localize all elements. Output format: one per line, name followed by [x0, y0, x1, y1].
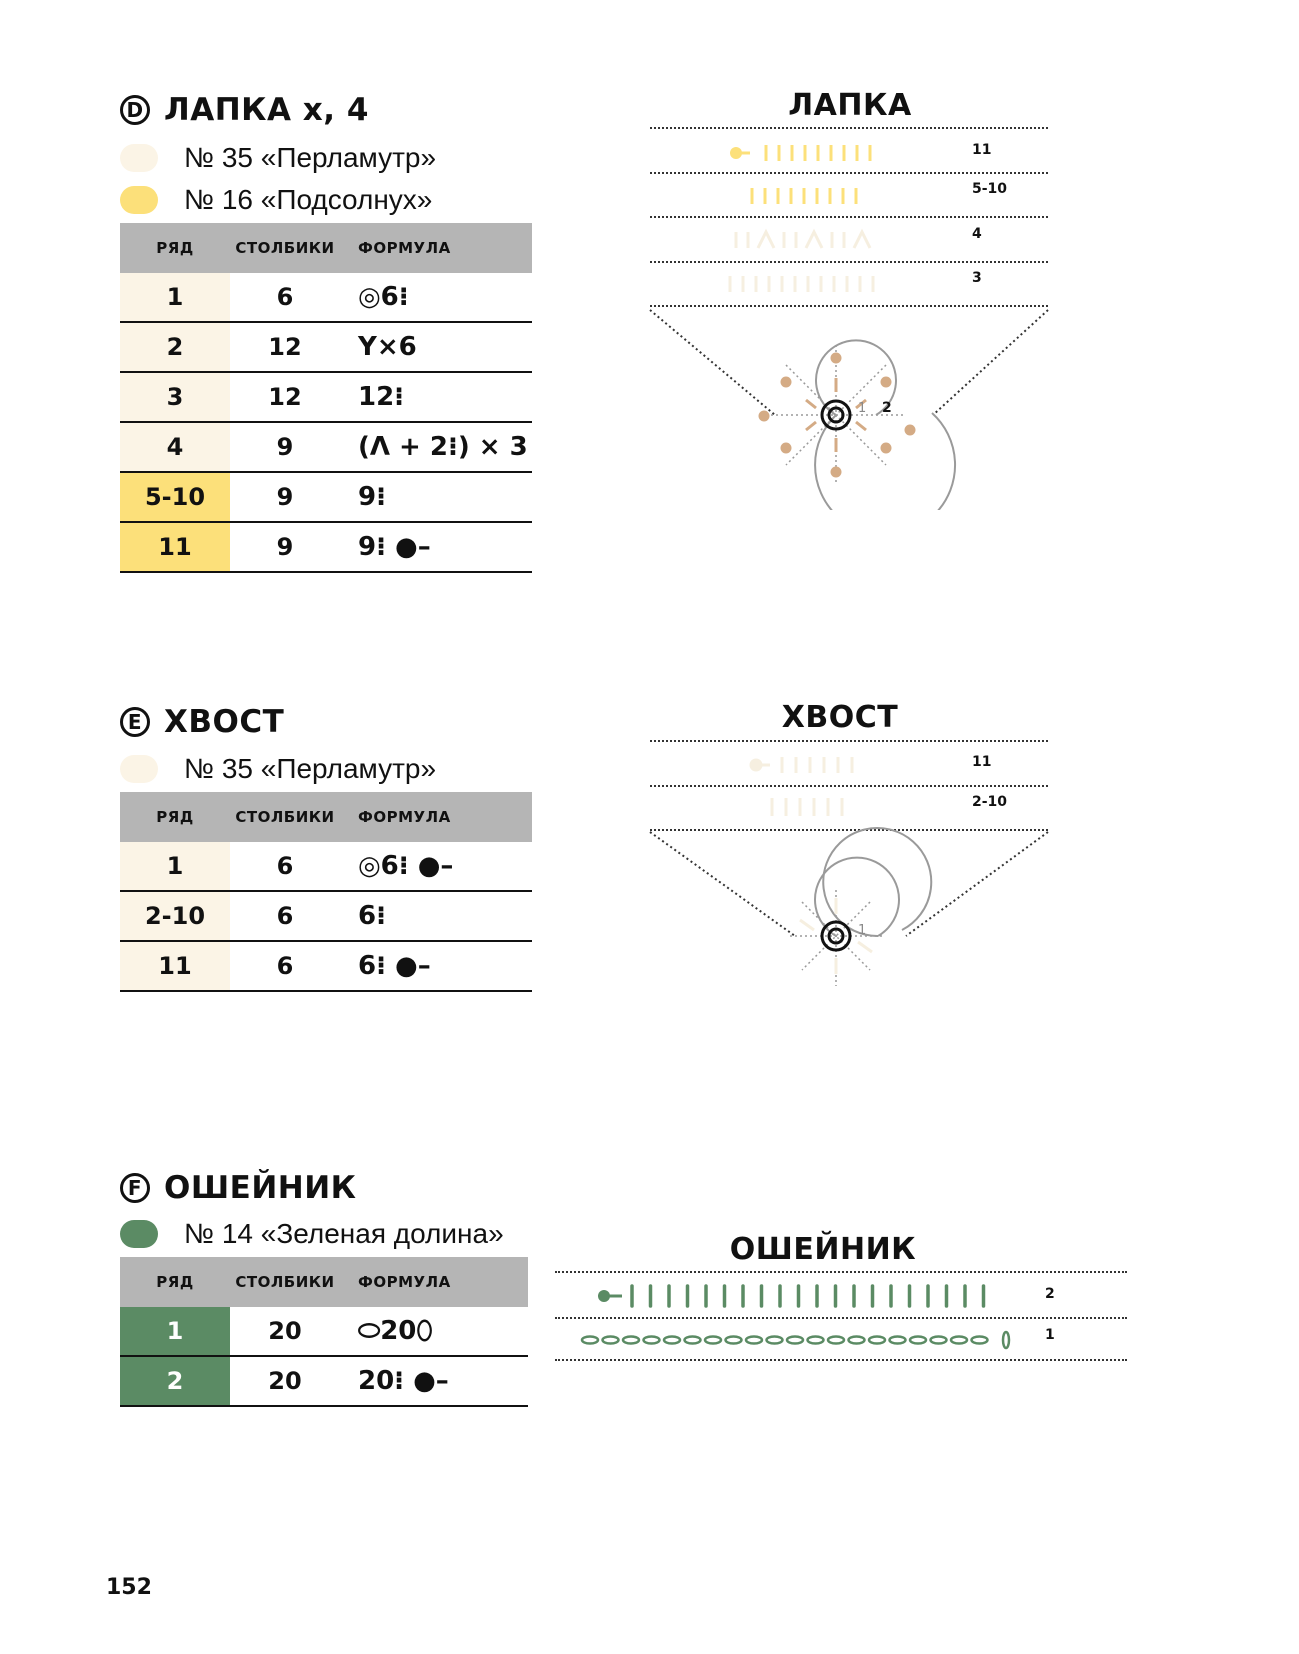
row-number: 1 [120, 1307, 230, 1356]
table-row [120, 422, 532, 472]
chain-stitch [828, 1337, 844, 1344]
diagram-row-label: 4 [972, 226, 982, 242]
col-header-stitches: СТОЛБИКИ [230, 792, 340, 842]
yarn-swatch-green [120, 1220, 158, 1248]
chain-stitch [951, 1337, 967, 1344]
section-f-letter-badge: F [120, 1173, 150, 1203]
chain-stitch [910, 1337, 926, 1344]
row-number: 11 [120, 941, 230, 991]
chain-stitch [787, 1337, 803, 1344]
row-number: 2-10 [120, 891, 230, 941]
table-row [120, 472, 532, 522]
chain-stitch [808, 1337, 824, 1344]
row-number: 1 [120, 842, 230, 891]
row-11-stitches [730, 145, 870, 161]
table-row [120, 522, 532, 572]
stitch-count: 9 [230, 422, 340, 472]
formula: ◎6⁝ ●– [340, 842, 532, 891]
chain-stitch [603, 1337, 619, 1344]
stitch-count: 12 [230, 372, 340, 422]
chain-stitch [685, 1337, 701, 1344]
chain-stitch [767, 1337, 783, 1344]
chain-stitch [890, 1337, 906, 1344]
col-header-row: РЯД [120, 223, 230, 273]
diagram-d-title: ЛАПКА [788, 88, 912, 123]
paw-crochet-diagram [640, 130, 1060, 510]
row-11-stitches [751, 757, 852, 773]
row-number: 4 [120, 422, 230, 472]
section-d-letter-badge: D [120, 95, 150, 125]
row-5-10-stitches [752, 188, 856, 204]
yarn-d-2 [120, 184, 432, 216]
formula: 6⁝ [340, 891, 532, 941]
col-header-formula: ФОРМУЛА [340, 223, 532, 273]
formula: 6⁝ ●– [340, 941, 532, 991]
table-row [120, 891, 532, 941]
formula: 12⁝ [340, 372, 532, 422]
table-row [120, 322, 532, 372]
diagram-row-label: 2 [1045, 1286, 1055, 1302]
col-header-stitches: СТОЛБИКИ [230, 1257, 340, 1307]
col-header-stitches: СТОЛБИКИ [230, 223, 340, 273]
collar-row-2-stitches [598, 1286, 984, 1306]
diagram-row-label: 1 [1045, 1327, 1055, 1343]
round-label: 1 [858, 923, 867, 938]
row-number: 1 [120, 273, 230, 322]
yarn-swatch-pearl [120, 144, 158, 172]
chain-stitch [623, 1337, 639, 1344]
stitch-count: 20 [230, 1307, 340, 1356]
formula: 9⁝ ●– [340, 522, 532, 572]
diagram-row-label: 3 [972, 270, 982, 286]
section-e-heading: ХВОСТ [164, 704, 285, 740]
table-row [120, 273, 532, 322]
diagram-row-label: 11 [972, 142, 992, 158]
col-header-formula: ФОРМУЛА [340, 1257, 528, 1307]
stitch-count: 12 [230, 322, 340, 372]
round-spiral [815, 828, 931, 936]
collar-crochet-diagram [560, 1272, 1040, 1358]
yarn-label: № 16 «Подсолнух» [184, 184, 433, 215]
diagram-row-label: 2-10 [972, 794, 1008, 810]
yarn-d-1 [120, 142, 436, 174]
chain-stitch [582, 1337, 598, 1344]
pattern-table-d [120, 223, 532, 573]
stitch-count: 6 [230, 891, 340, 941]
section-f-heading: ОШЕЙНИК [164, 1170, 357, 1206]
funnel-line-left [650, 832, 795, 936]
row-4-stitches [736, 232, 870, 248]
formula: ⬭20⬯ [340, 1307, 528, 1356]
row-3-stitches [730, 276, 873, 292]
row-number: 5-10 [120, 472, 230, 522]
dotted-divider [650, 127, 1048, 129]
turning-chain-icon [1003, 1332, 1009, 1348]
chain-stitch [869, 1337, 885, 1344]
chain-stitch [746, 1337, 762, 1344]
yarn-swatch-pearl [120, 755, 158, 783]
formula: 9⁝ [340, 472, 532, 522]
col-header-formula: ФОРМУЛА [340, 792, 532, 842]
chain-stitch [726, 1337, 742, 1344]
chain-stitch [931, 1337, 947, 1344]
collar-row-1-chains [582, 1337, 988, 1344]
chain-stitch [849, 1337, 865, 1344]
tail-crochet-diagram [640, 740, 1060, 1010]
round-label: 1 [858, 401, 867, 416]
chain-stitch [664, 1337, 680, 1344]
funnel-line-right [906, 832, 1048, 936]
col-header-row: РЯД [120, 792, 230, 842]
diagram-e-title: ХВОСТ [781, 700, 899, 735]
round-label: 2 [882, 400, 892, 416]
stitch-count: 9 [230, 522, 340, 572]
chain-stitch [705, 1337, 721, 1344]
yarn-f-1 [120, 1218, 504, 1250]
row-number: 3 [120, 372, 230, 422]
row-2-10-stitches [772, 798, 842, 816]
yarn-swatch-sunflower [120, 186, 158, 214]
pattern-table-e [120, 792, 532, 992]
row-number: 2 [120, 322, 230, 372]
funnel-line-right [933, 310, 1048, 415]
pattern-table-f [120, 1257, 528, 1407]
formula: Y×6 [340, 322, 532, 372]
row-number: 11 [120, 522, 230, 572]
section-e-letter-badge: E [120, 707, 150, 737]
page-number: 152 [106, 1575, 152, 1600]
yarn-label: № 35 «Перламутр» [184, 142, 437, 173]
funnel-line-left [650, 310, 775, 415]
table-row [120, 1356, 528, 1406]
section-f-title [120, 1170, 357, 1206]
diagram-row-label: 5-10 [972, 181, 1008, 197]
section-d-heading: ЛАПКА х, 4 [164, 92, 369, 128]
diagram-row-label: 11 [972, 754, 992, 770]
stitch-count: 20 [230, 1356, 340, 1406]
row-number: 2 [120, 1356, 230, 1406]
yarn-label: № 14 «Зеленая долина» [184, 1218, 504, 1249]
stitch-count: 6 [230, 273, 340, 322]
diagram-f-title: ОШЕЙНИК [729, 1232, 917, 1267]
stitch-count: 6 [230, 842, 340, 891]
section-e-title [120, 704, 284, 740]
formula: (Λ + 2⁝) × 3 [340, 422, 532, 472]
table-row [120, 941, 532, 991]
stitch-count: 6 [230, 941, 340, 991]
chain-stitch [972, 1337, 988, 1344]
dotted-divider [555, 1359, 1127, 1361]
chain-stitch [644, 1337, 660, 1344]
formula: ◎6⁝ [340, 273, 532, 322]
table-row [120, 372, 532, 422]
formula: 20⁝ ●– [340, 1356, 528, 1406]
table-row [120, 1307, 528, 1356]
table-row [120, 842, 532, 891]
yarn-e-1 [120, 753, 436, 785]
col-header-row: РЯД [120, 1257, 230, 1307]
stitch-count: 9 [230, 472, 340, 522]
yarn-label: № 35 «Перламутр» [184, 753, 437, 784]
section-d-title [120, 92, 369, 128]
